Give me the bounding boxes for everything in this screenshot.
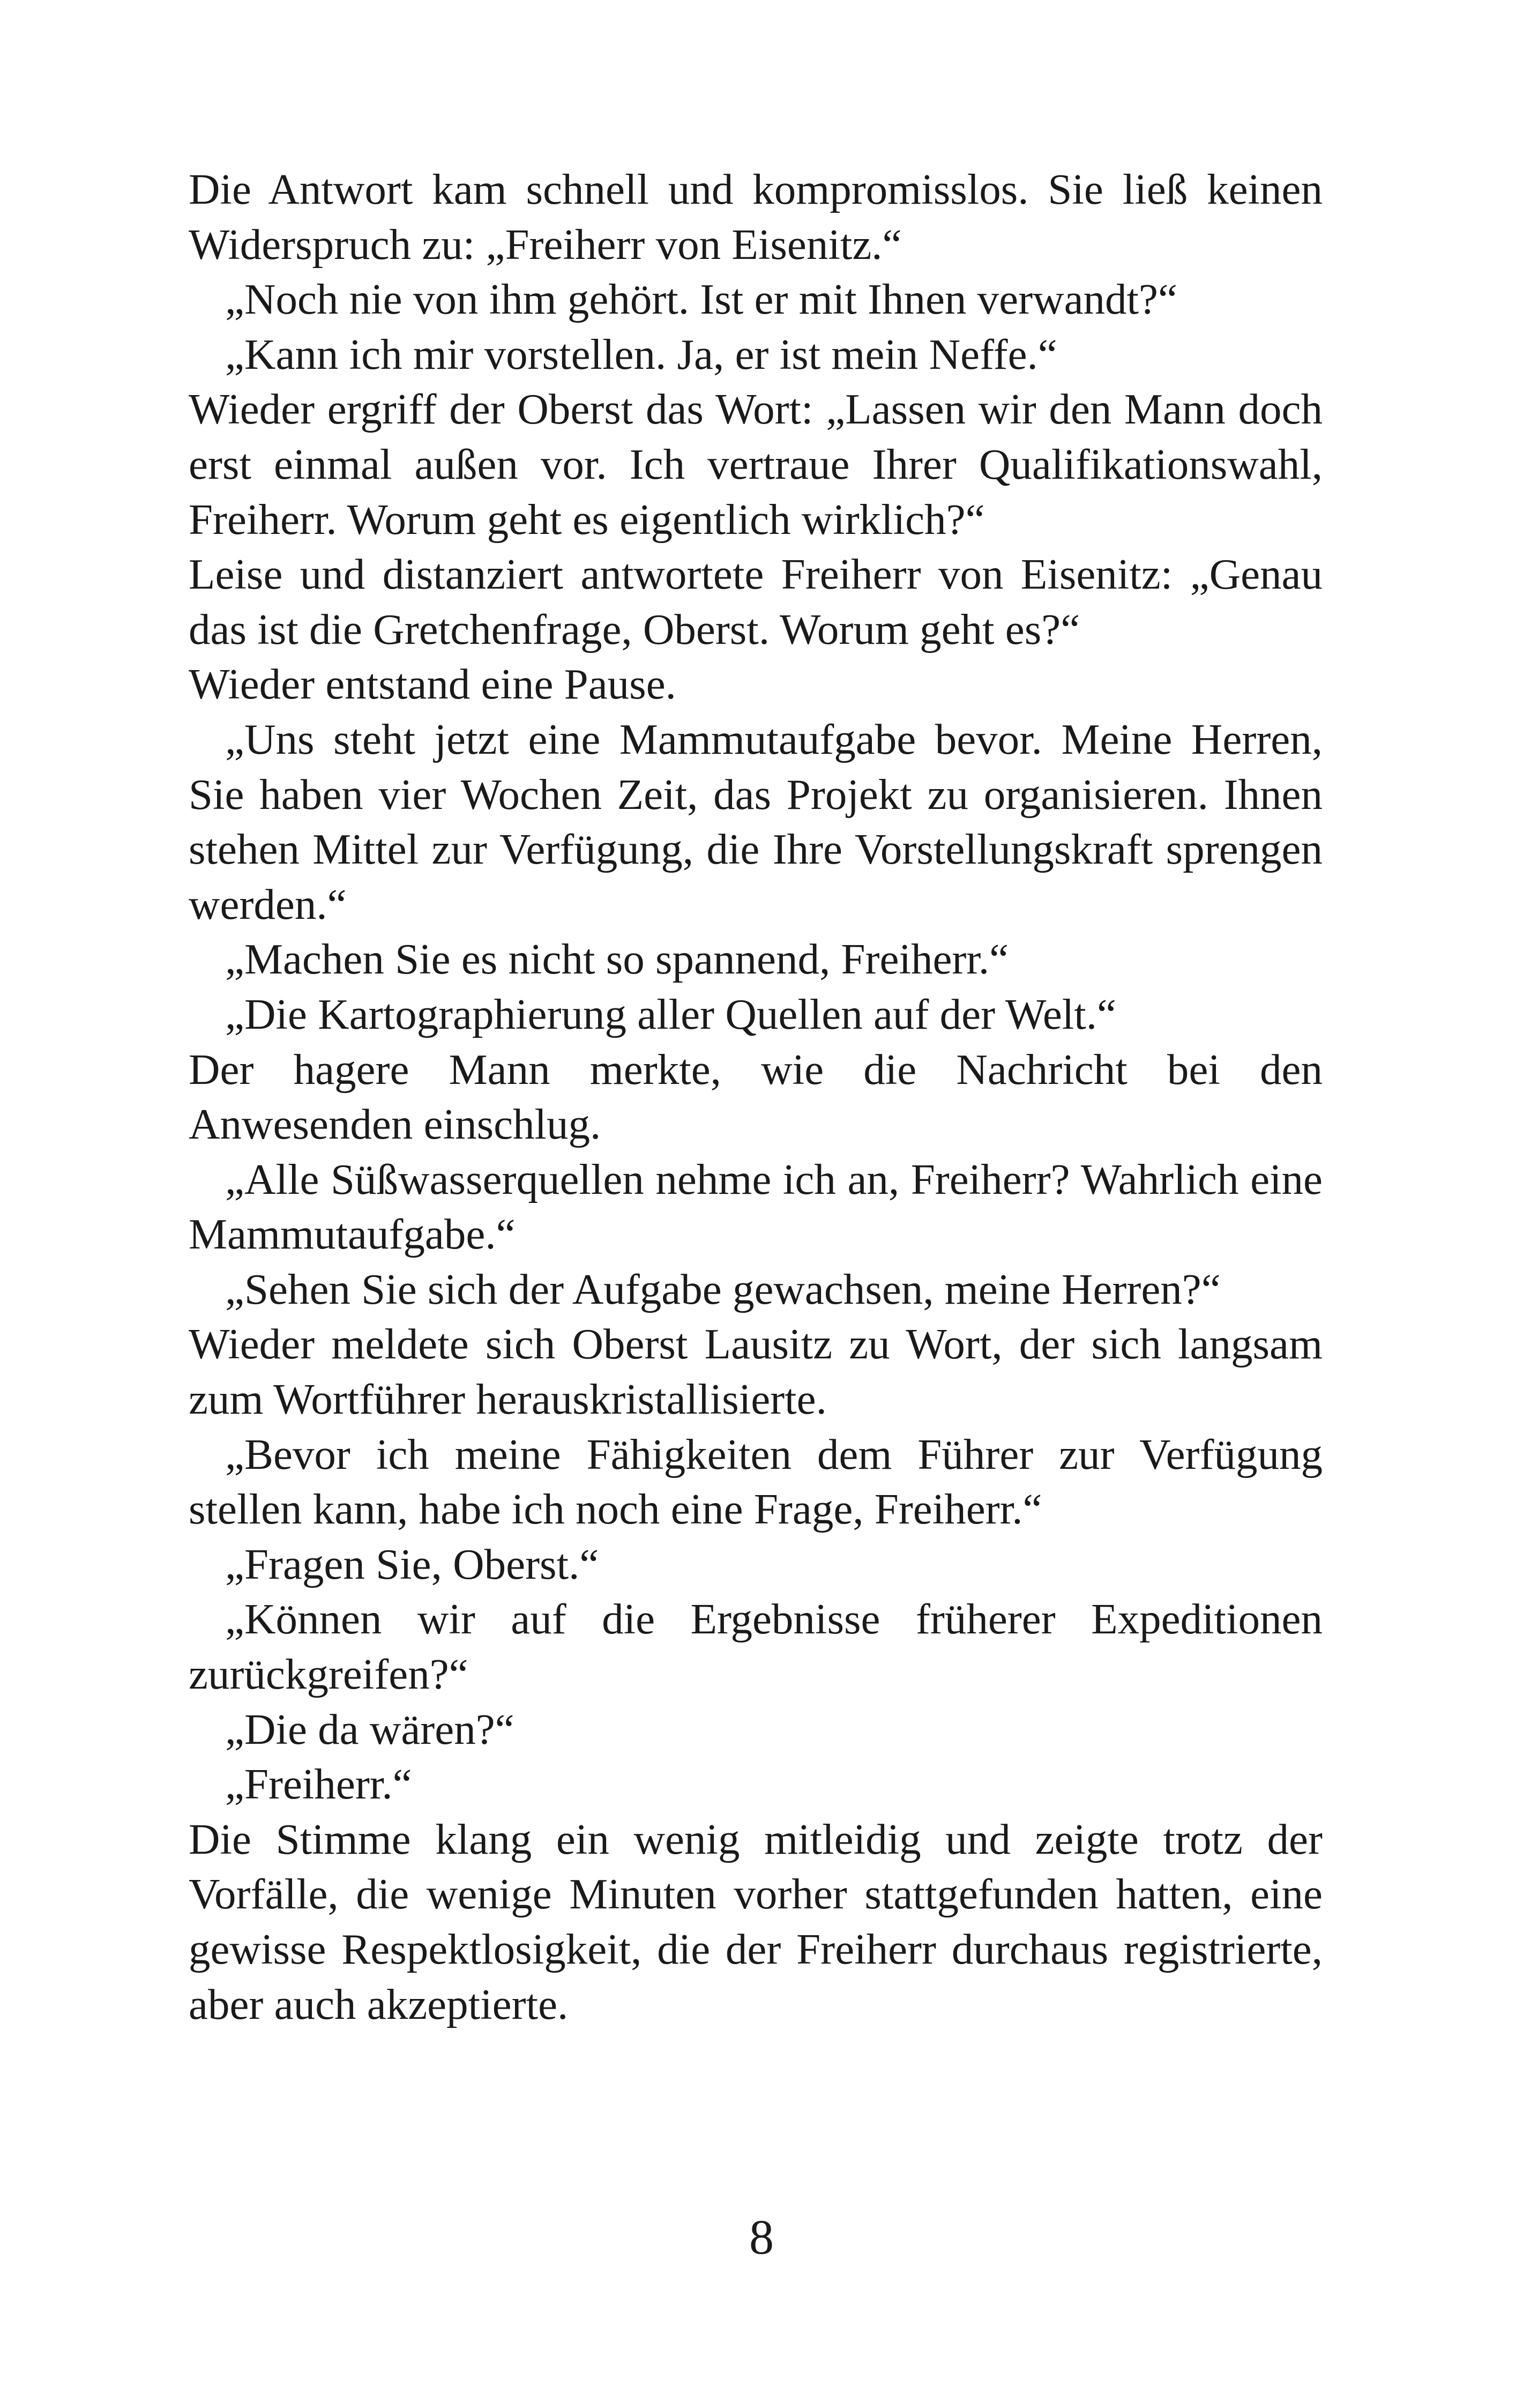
- paragraph: Die Antwort kam schnell und kompromisslos. Sie ließ keinen Widerspruch zu: „Freiherr von Eisenitz.“: [189, 165, 1323, 269]
- paragraph: „Uns steht jetzt eine Mammutaufgabe bevor. Meine Herren, Sie haben vier Wochen Zeit, das Projekt zu organisieren. Ihnen stehen Mittel zur Verfügung, die Ihre Vorstellungskraft sprengen werden.“: [189, 715, 1323, 928]
- paragraph: „Alle Süßwasserquellen nehme ich an, Freiherr? Wahrlich eine Mammutaufgabe.“: [189, 1155, 1323, 1259]
- paragraph: Wieder entstand eine Pause.: [189, 660, 676, 709]
- paragraph: „Noch nie von ihm gehört. Ist er mit Ihnen verwandt?“: [225, 275, 1177, 324]
- paragraph: „Machen Sie es nicht so spannend, Freiherr.“: [225, 935, 1009, 984]
- paragraph: Wieder meldete sich Oberst Lausitz zu Wort, der sich langsam zum Wortführer herauskristallisierte.: [189, 1320, 1323, 1424]
- body-text: [189, 162, 1323, 2032]
- paragraph: „Die da wären?“: [225, 1705, 514, 1753]
- paragraph: Leise und distanziert antwortete Freiherr von Eisenitz: „Genau das ist die Gretchenfrage, Oberst. Worum geht es?“: [189, 550, 1323, 653]
- paragraph: „Freiherr.“: [225, 1760, 412, 1809]
- page-number: 8: [749, 2210, 774, 2264]
- paragraph: „Fragen Sie, Oberst.“: [225, 1540, 599, 1588]
- paragraph: Die Stimme klang ein wenig mitleidig und zeigte trotz der Vorfälle, die wenige Minuten vorher stattgefunden hatten, eine gewisse Respektlosigkeit, die der Freiherr durchaus registrierte, aber auch akzeptierte.: [189, 1815, 1323, 2028]
- paragraph: „Sehen Sie sich der Aufgabe gewachsen, meine Herren?“: [225, 1265, 1221, 1313]
- paragraph: Der hagere Mann merkte, wie die Nachricht bei den Anwesenden einschlug.: [189, 1045, 1323, 1149]
- paragraph: „Die Kartographierung aller Quellen auf der Welt.“: [225, 990, 1116, 1038]
- paragraph: Wieder ergriff der Oberst das Wort: „Lassen wir den Mann doch erst einmal außen vor. Ich vertraue Ihrer Qualifikationswahl, Freiherr. Worum geht es eigentlich wirklich?“: [189, 385, 1323, 544]
- paragraph: „Können wir auf die Ergebnisse früherer Expeditionen zurückgreifen?“: [189, 1595, 1323, 1699]
- paragraph: „Kann ich mir vorstellen. Ja, er ist mein Neffe.“: [225, 330, 1057, 378]
- paragraph: „Bevor ich meine Fähigkeiten dem Führer zur Verfügung stellen kann, habe ich noch eine Frage, Freiherr.“: [189, 1430, 1323, 1534]
